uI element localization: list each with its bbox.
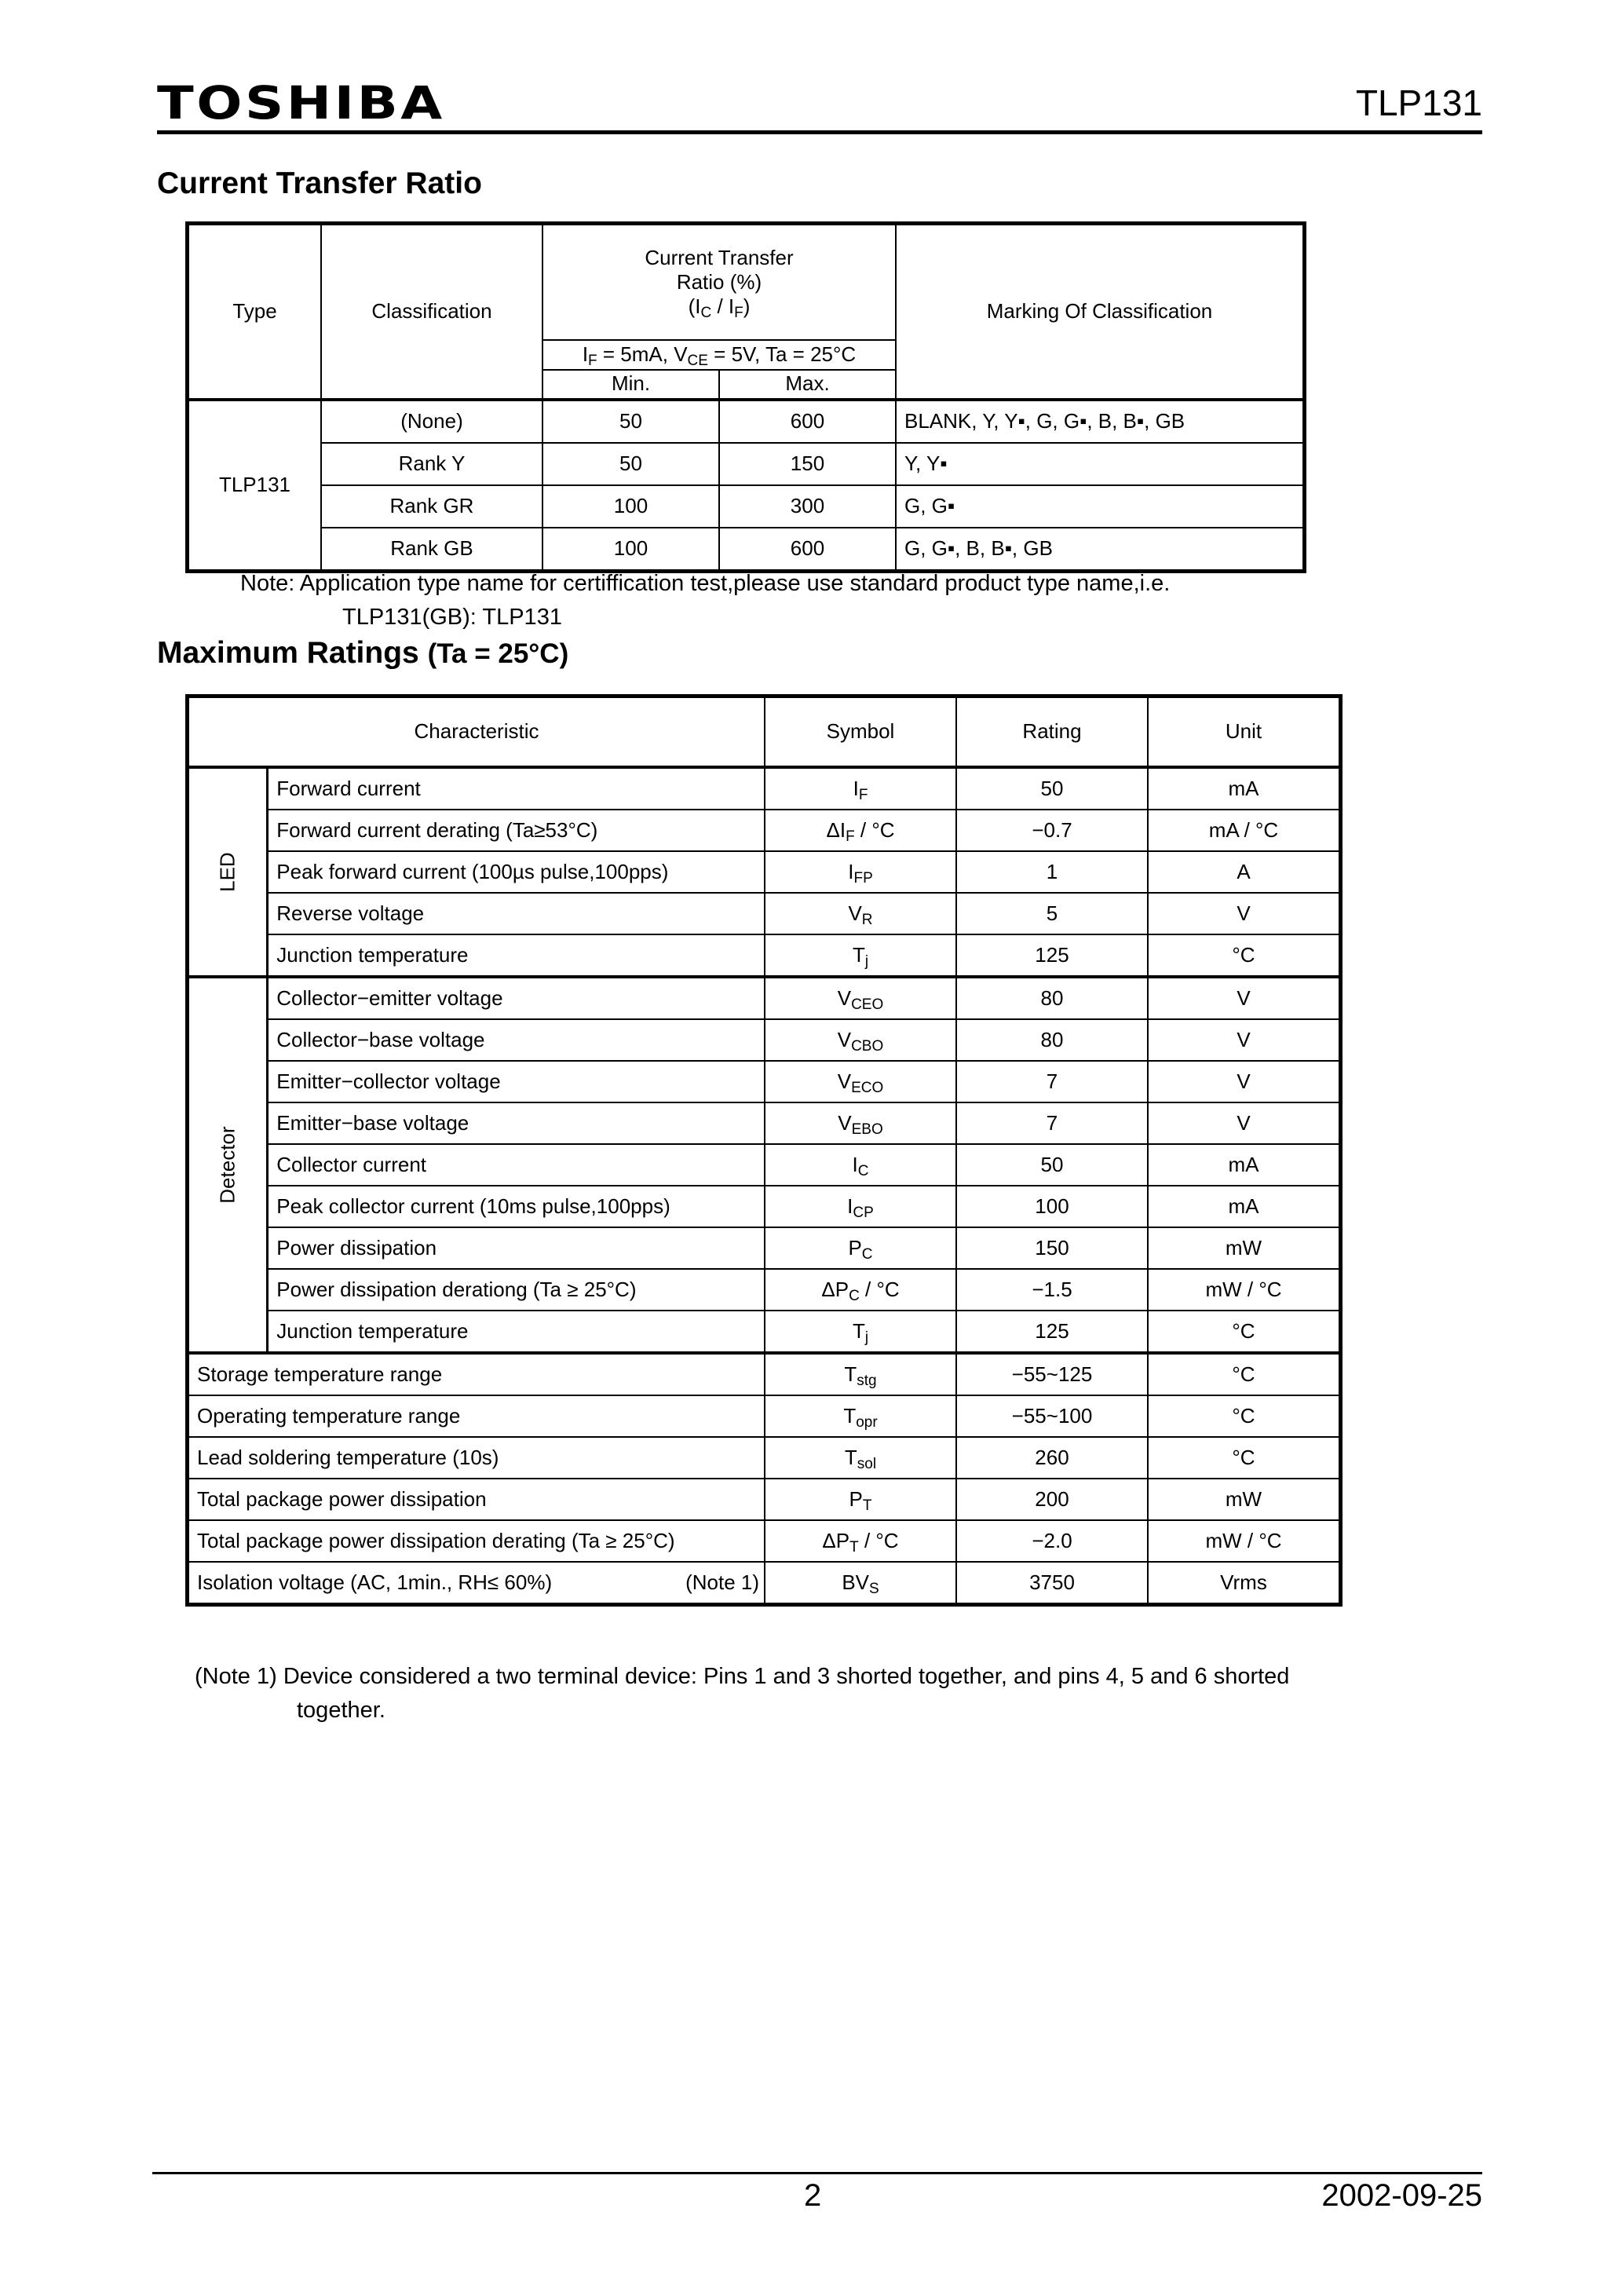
row-unit: mA (1148, 1186, 1341, 1227)
group-detector: Detector (188, 977, 268, 1353)
ctr-row-max: 150 (719, 443, 896, 485)
max-section-title: Maximum Ratings (Ta = 25°C) (157, 636, 569, 670)
row-rating: 125 (956, 934, 1148, 977)
ctr-row-marking: BLANK, Y, Y▪, G, G▪, B, B▪, GB (896, 400, 1305, 443)
part-number: TLP131 (1355, 82, 1482, 123)
ctr-row-marking: Y, Y▪ (896, 443, 1305, 485)
row-characteristic: Peak forward current (100µs pulse,100pps) (268, 851, 765, 893)
row-characteristic: Collector−base voltage (268, 1019, 765, 1061)
row-rating: −1.5 (956, 1269, 1148, 1311)
ctr-header-condition: $I_F = 5mA$, $V_{CE} = 5V$, Ta = 25°C (542, 340, 896, 370)
row-rating: 100 (956, 1186, 1148, 1227)
ctr-row-min: 100 (542, 528, 719, 572)
row-unit: mA (1148, 767, 1341, 810)
row-symbol: $I_{FP}$ (765, 851, 956, 893)
row-unit: mW (1148, 1227, 1341, 1269)
row-rating: 80 (956, 977, 1148, 1019)
row-characteristic: Power dissipation derationg (Ta ≥ 25°C) (268, 1269, 765, 1311)
ctr-row-classification: (None) (321, 400, 542, 443)
row-unit: V (1148, 893, 1341, 934)
row-unit: V (1148, 977, 1341, 1019)
max-header-symbol: Symbol (765, 696, 956, 768)
ctr-row-max: 600 (719, 400, 896, 443)
row-symbol: $T_{stg}$ (765, 1353, 956, 1395)
row-unit: °C (1148, 1311, 1341, 1353)
row-unit: °C (1148, 1353, 1341, 1395)
row-unit: V (1148, 1102, 1341, 1144)
isolation-note: (Note 1) Device considered a two terminal device: Pins 1 and 3 shorted together, and pins 4, 5 and 6 shorted together. (195, 1664, 1290, 1723)
row-rating: −0.7 (956, 810, 1148, 851)
row-characteristic: Total package power dissipation derating (Ta ≥ 25°C) (188, 1520, 765, 1562)
row-symbol: $V_{ECO}$ (765, 1061, 956, 1102)
max-header-characteristic: Characteristic (188, 696, 765, 768)
row-characteristic: Isolation voltage (AC, 1min., RH≤ 60%) (Note 1) (188, 1562, 765, 1605)
row-characteristic: Forward current derating (Ta≥53°C) (268, 810, 765, 851)
ctr-row-min: 100 (542, 485, 719, 528)
revision-date: 2002-09-25 (1321, 2178, 1482, 2213)
row-unit: mA / °C (1148, 810, 1341, 851)
toshiba-logo: TOSHIBA (157, 76, 445, 130)
row-characteristic: Emitter−base voltage (268, 1102, 765, 1144)
ctr-table (185, 221, 1306, 573)
footer-rule (152, 2172, 1482, 2174)
row-characteristic: Power dissipation (268, 1227, 765, 1269)
ctr-header-marking: Marking Of Classification (896, 224, 1305, 400)
header-rule (157, 130, 1482, 134)
ctr-row-marking: G, G▪ (896, 485, 1305, 528)
ctr-row-max: 300 (719, 485, 896, 528)
row-characteristic: Junction temperature (268, 1311, 765, 1353)
row-unit: V (1148, 1019, 1341, 1061)
note-ref: (Note 1) (685, 1570, 759, 1594)
row-characteristic: Peak collector current (10ms pulse,100pps) (268, 1186, 765, 1227)
ctr-row-marking: G, G▪, B, B▪, GB (896, 528, 1305, 572)
row-characteristic: Operating temperature range (188, 1395, 765, 1437)
row-rating: 5 (956, 893, 1148, 934)
row-symbol: $T_{opr}$ (765, 1395, 956, 1437)
max-ratings-table (185, 694, 1343, 1607)
row-rating: 50 (956, 767, 1148, 810)
row-symbol: $\Delta P_C / ^\circ C$ (765, 1269, 956, 1311)
row-symbol: $V_{EBO}$ (765, 1102, 956, 1144)
ctr-row-min: 50 (542, 443, 719, 485)
row-symbol: $T_j$ (765, 1311, 956, 1353)
row-characteristic: Forward current (268, 767, 765, 810)
ctr-row-max: 600 (719, 528, 896, 572)
ctr-section-title: Current Transfer Ratio (157, 166, 482, 200)
row-characteristic: Total package power dissipation (188, 1479, 765, 1520)
ctr-header-ratio: Current Transfer Ratio (%) $(I_C / I_F)$ (542, 224, 896, 340)
row-unit: mW / °C (1148, 1269, 1341, 1311)
row-characteristic: Reverse voltage (268, 893, 765, 934)
row-rating: 3750 (956, 1562, 1148, 1605)
row-rating: −2.0 (956, 1520, 1148, 1562)
ctr-row-classification: Rank GR (321, 485, 542, 528)
row-symbol: $T_j$ (765, 934, 956, 977)
row-unit: mW (1148, 1479, 1341, 1520)
row-symbol: $I_F$ (765, 767, 956, 810)
row-unit: °C (1148, 934, 1341, 977)
row-characteristic: Collector current (268, 1144, 765, 1186)
row-unit: °C (1148, 1437, 1341, 1479)
row-characteristic: Emitter−collector voltage (268, 1061, 765, 1102)
page-number: 2 (804, 2178, 822, 2213)
row-symbol: $I_C$ (765, 1144, 956, 1186)
ctr-header-type: Type (188, 224, 322, 400)
ctr-type-value: TLP131 (188, 400, 322, 572)
row-characteristic: Storage temperature range (188, 1353, 765, 1395)
row-symbol: $I_{CP}$ (765, 1186, 956, 1227)
row-rating: 125 (956, 1311, 1148, 1353)
row-rating: −55~125 (956, 1353, 1148, 1395)
ctr-note: Note: Application type name for certiffication test,please use standard product type name,i.e. TLP131(GB): TLP131 (240, 571, 1171, 630)
row-symbol: $BV_S$ (765, 1562, 956, 1605)
ctr-row-min: 50 (542, 400, 719, 443)
row-rating: −55~100 (956, 1395, 1148, 1437)
row-symbol: $P_T$ (765, 1479, 956, 1520)
max-header-rating: Rating (956, 696, 1148, 768)
row-characteristic: Collector−emitter voltage (268, 977, 765, 1019)
ctr-header-max: Max. (719, 370, 896, 400)
row-symbol: $V_R$ (765, 893, 956, 934)
row-unit: Vrms (1148, 1562, 1341, 1605)
row-symbol: $V_{CBO}$ (765, 1019, 956, 1061)
ctr-header-classification: Classification (321, 224, 542, 400)
row-unit: °C (1148, 1395, 1341, 1437)
row-rating: 7 (956, 1061, 1148, 1102)
row-characteristic: Junction temperature (268, 934, 765, 977)
row-symbol: $V_{CEO}$ (765, 977, 956, 1019)
ctr-header-min: Min. (542, 370, 719, 400)
group-led: LED (188, 767, 268, 977)
row-rating: 150 (956, 1227, 1148, 1269)
row-symbol: $P_C$ (765, 1227, 956, 1269)
row-unit: mW / °C (1148, 1520, 1341, 1562)
row-rating: 260 (956, 1437, 1148, 1479)
row-symbol: $\Delta I_F / ^\circ C$ (765, 810, 956, 851)
row-unit: A (1148, 851, 1341, 893)
row-rating: 50 (956, 1144, 1148, 1186)
row-symbol: $T_{sol}$ (765, 1437, 956, 1479)
max-header-unit: Unit (1148, 696, 1341, 768)
row-unit: mA (1148, 1144, 1341, 1186)
row-unit: V (1148, 1061, 1341, 1102)
row-rating: 80 (956, 1019, 1148, 1061)
row-rating: 200 (956, 1479, 1148, 1520)
row-symbol: $\Delta P_T / ^\circ C$ (765, 1520, 956, 1562)
row-rating: 1 (956, 851, 1148, 893)
row-characteristic: Lead soldering temperature (10s) (188, 1437, 765, 1479)
row-rating: 7 (956, 1102, 1148, 1144)
ctr-row-classification: Rank GB (321, 528, 542, 572)
ctr-row-classification: Rank Y (321, 443, 542, 485)
